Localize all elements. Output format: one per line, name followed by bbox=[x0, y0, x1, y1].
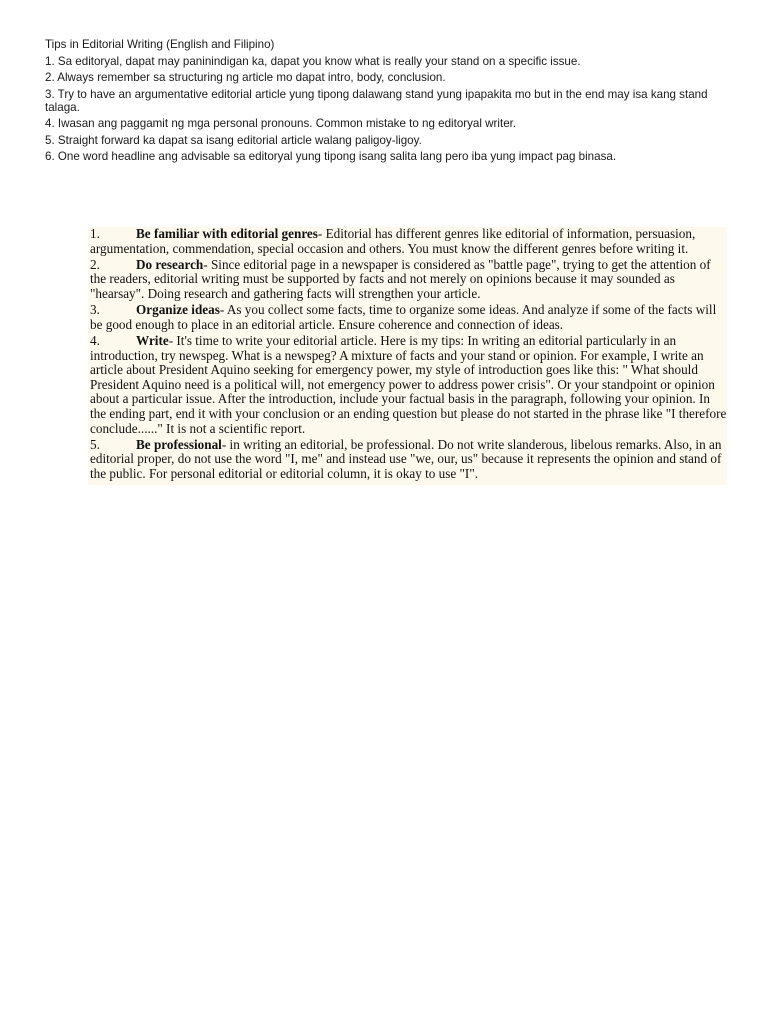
tip-item: 2. Always remember sa structuring ng article mo dapat intro, body, conclusion. bbox=[45, 71, 446, 85]
tip-item: 3. Try to have an argumentative editorial article yung tipong dalawang stand yung ipapakita mo but in the end may isa kang stand talaga. bbox=[45, 87, 708, 114]
tip-item: 1. Sa editoryal, dapat may paninindigan ka, dapat you know what is really your stand on a specific issue. bbox=[45, 55, 581, 68]
guide-item bbox=[90, 227, 727, 256]
guide-item bbox=[90, 258, 727, 302]
guide-item bbox=[90, 438, 727, 482]
guide-item-heading: Be professional bbox=[136, 436, 222, 452]
guide-item bbox=[90, 334, 727, 436]
guide-item-text: - Since editorial page in a newspaper is considered as "battle page", trying to get the attention of the readers, editorial writing must be supported by facts and not merely on opinions because it may sounded as "hearsay". Doing research and gathering facts will strengthen your article. bbox=[90, 256, 711, 301]
tips-section bbox=[45, 38, 745, 166]
guide-item-number: 5. bbox=[90, 436, 100, 452]
guide-item bbox=[90, 303, 727, 332]
guide-item-heading: Write bbox=[136, 332, 169, 348]
editorial-guide-section bbox=[88, 227, 727, 485]
tip-item: 4. Iwasan ang paggamit ng mga personal pronouns. Common mistake to ng editoryal writer. bbox=[45, 117, 517, 131]
guide-item-text: - As you collect some facts, time to organize some ideas. And analyze if some of the facts will be good enough to place in an editorial article. Ensure coherence and connection of ideas. bbox=[90, 302, 717, 332]
tip-item: 6. One word headline ang advisable sa editoryal yung tipong isang salita lang pero iba yung impact pag binasa. bbox=[45, 149, 617, 163]
guide-item-text: - in writing an editorial, be professional. Do not write slanderous, libelous remarks. Also, in an editorial proper, do not use the word "I, me" and instead use "we, our, us" because it represents the opinion and stand of the public. For personal editorial or editorial column, it is okay to use "I". bbox=[90, 436, 722, 481]
guide-item-number: 2. bbox=[90, 256, 100, 272]
guide-item-heading: Organize ideas bbox=[136, 302, 220, 318]
guide-item-number: 3. bbox=[90, 302, 100, 318]
guide-item-text: - It's time to write your editorial article. Here is my tips: In writing an editorial particularly in an introduction, try newspeg. What is a newspeg? A mixture of facts and your stand or opinion. For example, I write an article about President Aquino seeking for emergency power, my style of introduction goes like this: " What should President Aquino need is a political will, not emergency power to address power crisis". Or your standpoint or opinion about a particular issue. After the introduction, include your factual basis in the paragraph, following your opinion. In the ending part, end it with your conclusion or an ending question but please do not started in the phrase like "I therefore conclude......" It is not a scientific report. bbox=[90, 332, 727, 436]
guide-item-heading: Be familiar with editorial genres bbox=[136, 226, 318, 241]
tips-title: Tips in Editorial Writing (English and Filipino) bbox=[45, 38, 275, 51]
tip-item: 5. Straight forward ka dapat sa isang editorial article walang paligoy-ligoy. bbox=[45, 133, 422, 147]
guide-item-heading: Do research bbox=[136, 256, 204, 272]
guide-item-number: 4. bbox=[90, 332, 100, 348]
guide-item-number: 1. bbox=[90, 226, 100, 241]
guide-item-text: - Editorial has different genres like editorial of information, persuasion, argumentation, commendation, special occasion and others. You must know the different genres before writing it. bbox=[90, 226, 696, 256]
